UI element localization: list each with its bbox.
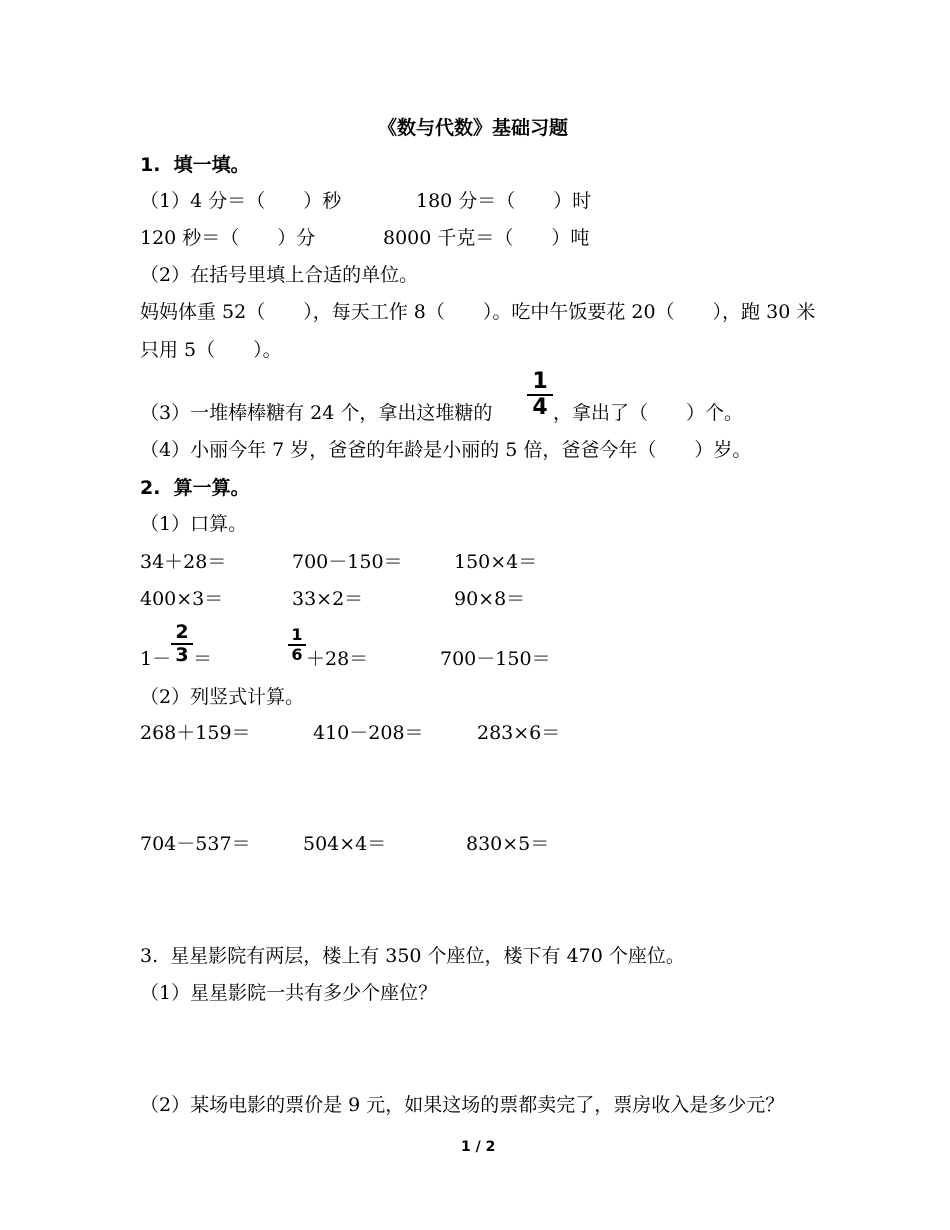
q3-text-after: ，拿出了（ ）个。 bbox=[553, 402, 744, 424]
oral-calc-fraction-b bbox=[288, 627, 306, 663]
q2-line-1: 妈妈体重 52（ ），每天工作 8（ ）。吃中午饭要花 20（ ），跑 30 米 bbox=[140, 301, 816, 323]
page-number: 1 / 2 bbox=[461, 1139, 496, 1155]
oral-calc-item: 150×4＝ bbox=[454, 551, 538, 573]
vertical-calc-prompt: （2）列竖式计算。 bbox=[140, 686, 305, 708]
q2-prompt: （2）在括号里填上合适的单位。 bbox=[140, 264, 419, 286]
oral-calc-item: 34＋28＝ bbox=[140, 551, 227, 573]
fraction-b-denominator: 6 bbox=[291, 645, 303, 664]
fraction-b-numerator: 1 bbox=[291, 625, 303, 644]
vertical-calc-item: 830×5＝ bbox=[466, 833, 550, 855]
vertical-calc-item: 268＋159＝ bbox=[140, 722, 251, 744]
q4-text: （4）小丽今年 7 岁，爸爸的年龄是小丽的 5 倍，爸爸今年（ ）岁。 bbox=[140, 439, 752, 461]
q1-item-a: （1）4 分＝（ ）秒 bbox=[140, 190, 342, 212]
q3-fraction bbox=[527, 371, 553, 419]
oral-calc-item: 700－150＝ bbox=[292, 551, 403, 573]
q3-fraction-denominator: 4 bbox=[532, 395, 548, 420]
section-1-heading: 1. 填一填。 bbox=[140, 154, 250, 176]
page-title: 《数与代数》基础习题 bbox=[378, 117, 569, 139]
oral-calc-prompt: （1）口算。 bbox=[140, 513, 248, 535]
oral-calc-fraction-a-prefix: 1－ bbox=[140, 648, 172, 670]
s3-question-1: （1）星星影院一共有多少个座位？ bbox=[140, 982, 438, 1004]
fraction-a-denominator: 3 bbox=[175, 644, 189, 666]
oral-calc-item: 700－150＝ bbox=[440, 648, 551, 670]
vertical-calc-item: 410－208＝ bbox=[313, 722, 424, 744]
q3-fraction-numerator: 1 bbox=[532, 369, 548, 394]
q3-text-before: （3）一堆棒棒糖有 24 个，拿出这堆糖的 bbox=[140, 402, 493, 424]
vertical-calc-item: 283×6＝ bbox=[477, 722, 561, 744]
q1-item-b: 180 分＝（ ）时 bbox=[416, 190, 592, 212]
q1-item-d: 8000 千克＝（ ）吨 bbox=[383, 227, 590, 249]
fraction-a-numerator: 2 bbox=[175, 621, 189, 643]
section-3-heading: 3. 星星影院有两层，楼上有 350 个座位，楼下有 470 个座位。 bbox=[140, 945, 685, 967]
oral-calc-fraction-a-suffix: ＝ bbox=[193, 648, 213, 670]
oral-calc-item: 33×2＝ bbox=[292, 588, 364, 610]
q1-item-c: 120 秒＝（ ）分 bbox=[140, 227, 316, 249]
oral-calc-item: 90×8＝ bbox=[454, 588, 526, 610]
oral-calc-fraction-b-suffix: ＋28＝ bbox=[306, 648, 369, 670]
vertical-calc-item: 704－537＝ bbox=[140, 833, 251, 855]
vertical-calc-item: 504×4＝ bbox=[303, 833, 387, 855]
oral-calc-fraction-a bbox=[171, 623, 193, 665]
oral-calc-item: 400×3＝ bbox=[140, 588, 224, 610]
s3-question-2: （2）某场电影的票价是 9 元，如果这场的票都卖完了，票房收入是多少元？ bbox=[140, 1094, 785, 1116]
section-2-heading: 2. 算一算。 bbox=[140, 477, 250, 499]
q2-line-2: 只用 5（ ）。 bbox=[140, 339, 282, 361]
